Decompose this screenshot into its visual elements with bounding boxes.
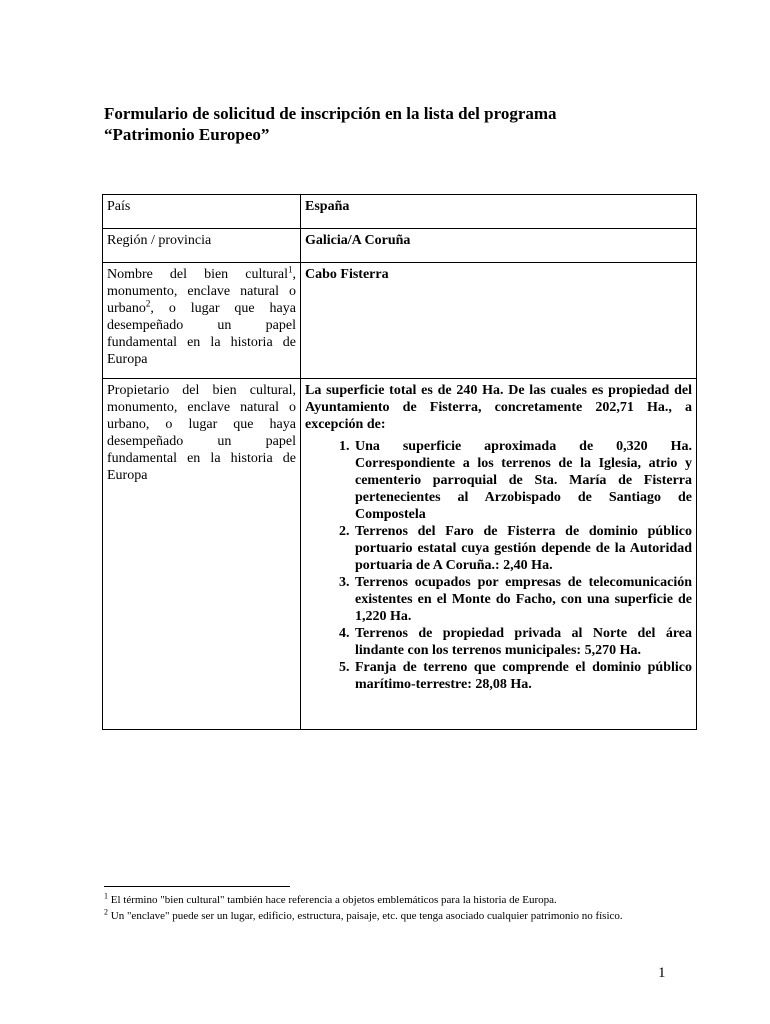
list-item: 3. Terrenos ocupados por empresas de telecomunicación existentes en el Monte do Facho, con una superficie de 1,220 Ha. — [353, 574, 692, 625]
footnote-ref-1: 1 — [288, 264, 293, 275]
region-value: Galicia/A Coruña — [301, 229, 697, 263]
list-item: 5. Franja de terreno que comprende el dominio público marítimo-terrestre: 28,08 Ha. — [353, 659, 692, 693]
propietario-label: Propietario del bien cultural, monumento, enclave natural o urbano, o lugar que haya desempeñado un papel fundamental en la historia de Europa — [103, 379, 301, 730]
footnote-mark-2: 2 — [104, 907, 108, 917]
nombre-label-part3: , o lugar que haya desempeñado un papel fundamental en la historia de Europa — [107, 301, 296, 367]
document-title-line1: Formulario de solicitud de inscripción en la lista del programa — [104, 104, 557, 123]
nombre-label-part1: Nombre del bien cultural — [107, 267, 288, 282]
form-row-region — [103, 229, 697, 263]
footnote-2-text: Un "enclave" puede ser un lugar, edificio, estructura, paisaje, etc. que tenga asociado cualquier patrimonio no físico. — [108, 910, 623, 922]
page-number: 1 — [658, 965, 666, 981]
form-row-propietario — [103, 379, 697, 730]
region-label: Región / provincia — [103, 229, 301, 263]
footnote-ref-2: 2 — [145, 298, 151, 309]
nombre-label-part2: , monumento, enclave natural o urbano — [107, 267, 296, 316]
propietario-intro: La superficie total es de 240 Ha. De las cuales es propiedad del Ayuntamiento de Fisterra, concretamente 202,71 Ha., a excepción de: — [305, 383, 692, 432]
footnotes — [104, 892, 664, 924]
footnote-mark-1: 1 — [104, 891, 108, 901]
footnote-1 — [104, 892, 664, 908]
list-item: 4. Terrenos de propiedad privada al Norte del área lindante con los terrenos municipales: 5,270 Ha. — [353, 625, 692, 659]
form-row-nombre — [103, 263, 697, 379]
document-title-line2: “Patrimonio Europeo” — [104, 125, 270, 144]
propietario-value — [301, 379, 697, 730]
document-title — [104, 103, 664, 145]
list-item: 2. Terrenos del Faro de Fisterra de dominio público portuario estatal cuya gestión depende de la Autoridad portuaria de A Coruña.: 2,40 Ha. — [353, 523, 692, 574]
list-item: 1. Una superficie aproximada de 0,320 Ha. Correspondiente a los terrenos de la Iglesia, atrio y cementerio parroquial de Sta. María de Fisterra pertenecientes al Arzobispado de Santiago de Compostela — [353, 438, 692, 523]
footnote-2 — [104, 908, 664, 924]
propietario-exceptions-list — [305, 438, 692, 693]
nombre-value: Cabo Fisterra — [301, 263, 697, 379]
pais-value: España — [301, 195, 697, 229]
footnote-1-text: El término "bien cultural" también hace referencia a objetos emblemáticos para la historia de Europa. — [108, 894, 557, 906]
pais-label: País — [103, 195, 301, 229]
nombre-label — [103, 263, 301, 379]
form-row-pais — [103, 195, 697, 229]
footnote-separator — [104, 886, 290, 887]
application-form-table — [102, 194, 697, 730]
